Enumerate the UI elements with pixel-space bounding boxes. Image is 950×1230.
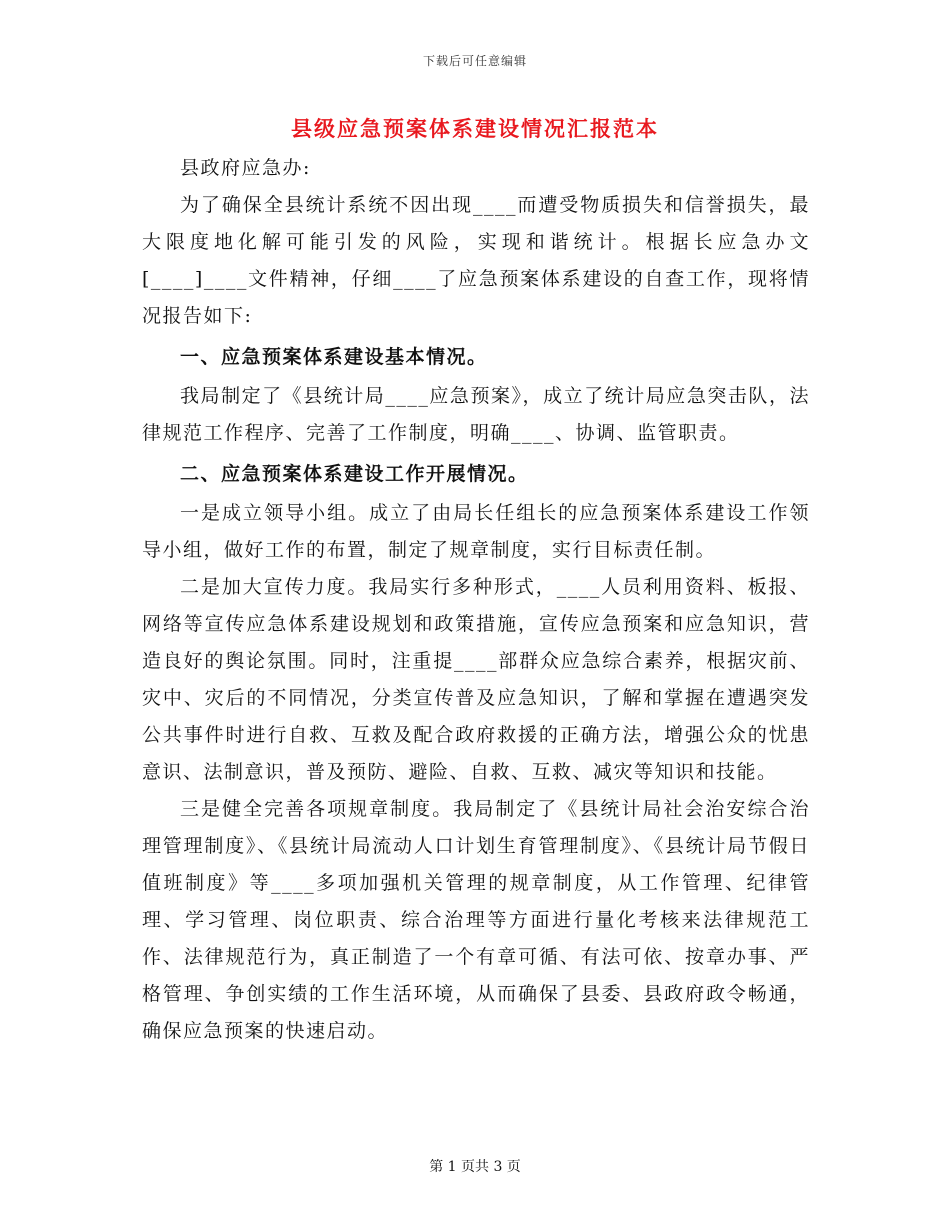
paragraph-intro: 为了确保全县统计系统不因出现____而遭受物质损失和信誉损失，最大限度地化解可能引发的风险，实现和谐统计。根据长应急办文[____]____文件精神，仔细____了应急预案体系建设的自查工作，现将情况报告如下: [142, 194, 810, 327]
page-header-note: 下载后可任意编辑 [422, 54, 527, 68]
section-heading-2: 二、应急预案体系建设工作开展情况。 [180, 463, 529, 485]
document-body [142, 150, 810, 1050]
section-heading-1: 一、应急预案体系建设基本情况。 [180, 346, 488, 368]
salutation: 县政府应急办: [180, 157, 311, 179]
paragraph-basic-situation: 我局制定了《县统计局____应急预案》，成立了统计局应急突击队，法律规范工作程序、完善了工作制度，明确____、协调、监管职责。 [142, 385, 810, 444]
paragraph-regulations: 三是健全完善各项规章制度。我局制定了《县统计局社会治安综合治理管理制度》、《县统计局流动人口计划生育管理制度》、《县统计局节假日值班制度》等____多项加强机关管理的规章制度，从工作管理、纪律管理、学习管理、岗位职责、综合治理等方面进行量化考核来法律规范工作、法律规范行为，真正制造了一个有章可循、有法可依、按章办事、严格管理、争创实绩的工作生活环境，从而确保了县委、县政府政令畅通，确保应急预案的快速启动。 [142, 798, 810, 1042]
page-number: 第 1 页共 3 页 [429, 1159, 521, 1175]
paragraph-leadership-group: 一是成立领导小组。成立了由局长任组长的应急预案体系建设工作领导小组，做好工作的布置，制定了规章制度，实行目标责任制。 [142, 502, 810, 561]
document-title: 县级应急预案体系建设情况汇报范本 [291, 116, 659, 141]
paragraph-publicity: 二是加大宣传力度。我局实行多种形式，____人员利用资料、板报、网络等宣传应急体系建设规划和政策措施，宣传应急预案和应急知识，营造良好的舆论氛围。同时，注重提____部群众应急综合素养，根据灾前、灾中、灾后的不同情况，分类宣传普及应急知识，了解和掌握在遭遇突发公共事件时进行自救、互救及配合政府救援的正确方法，增强公众的忧患意识、法制意识，普及预防、避险、自救、互救、减灾等知识和技能。 [142, 576, 810, 783]
